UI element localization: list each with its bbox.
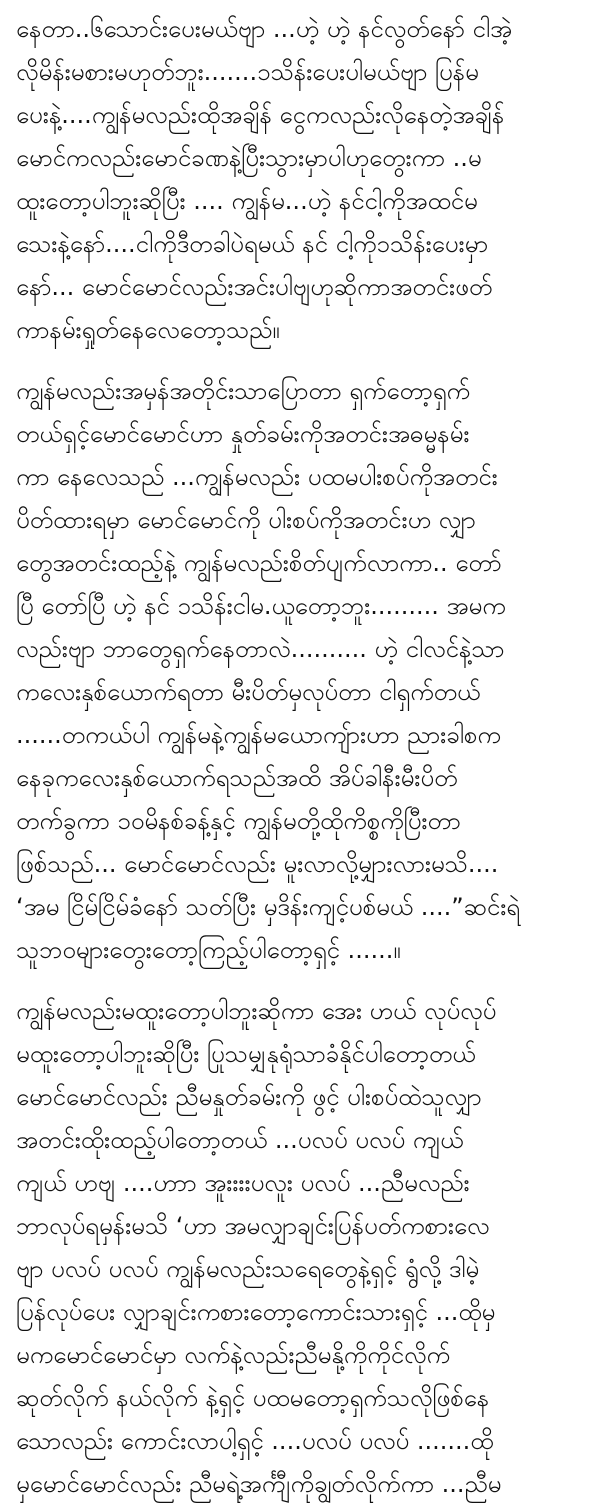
text-line: ကလေးနှစ်ယောက်ရတာ မီးပိတ်မှလုပ်တာ ငါရှက်တယ်: [16, 678, 481, 706]
text-line: တယ်ရှင့်မောင်မောင်ဟာ နှုတ်ခမ်းကိုအတင်းအဓမ္မနမ်း: [16, 420, 470, 448]
text-line: ကျွန်မလည်းအမှန်အတိုင်းသာပြောတာ ရှက်တော့ရှက်: [16, 377, 470, 405]
text-line: မှမောင်မောင်လည်း ညီမရဲ့အင်္ကျီကိုချွတ်လိုက်ကာ ...ညီမ: [16, 1470, 502, 1498]
text-line: ပြန်လုပ်ပေး လျှာချင်းကစားတော့ကောင်းသားရှင့် ...ထိုမှ: [16, 1298, 496, 1326]
text-line: သေးနဲ့နော်....ငါကိုဒီတခါပဲရမယ် နင် ငါ့ကို၁သိန်းပေးမှာ: [16, 230, 489, 258]
text-line: ......တကယ်ပါ ကျွန်မနဲ့ကျွန်မယောကျ်ားဟာ ညားခါစက: [16, 721, 501, 749]
text-line: ကျယ် ဟဗျ ....ဟာာ အူးးးးပလူး ပလပ် ...ညီမလည်း: [16, 1169, 470, 1197]
paragraph-2: [16, 370, 590, 972]
text-line: ‘အမ ငြိမ်ငြိမ်ခံနော် သတ်ပြီး မှဒိန်းကျင့်ပစ်မယ် ....”ဆင်းရဲ: [16, 893, 521, 921]
text-line: လည်းဗျာ ဘာတွေရှက်နေတာလဲ.......... ဟဲ့ ငါလင်နဲ့သာ: [16, 635, 505, 663]
text-line: ကျွန်မလည်းမထူးတော့ပါဘူးဆိုကာ အေး ဟယ် လုပ်လုပ်: [16, 997, 497, 1025]
text-line: ကာ နေလေသည် ...ကျွန်မလည်း ပထမပါးစပ်ကိုအတင်း: [16, 463, 498, 491]
paragraph-3: [16, 990, 590, 1506]
text-line: ပြီ တော်ပြီ ဟဲ့ နင် ၁သိန်းငါမ.ယူတော့ဘူး......... အမက: [16, 592, 506, 620]
text-line: ထူးတော့ပါဘူးဆိုပြီး .... ကျွန်မ...ဟဲ့ နင်ငါ့ကိုအထင်မ: [16, 187, 478, 215]
text-line: သူဘဝများတွေးတော့ကြည့်ပါတော့ရှင့် ......။: [16, 936, 401, 964]
text-line: ပိတ်ထားရမှာ မောင်မောင်ကို ပါးစပ်ကိုအတင်းဟ လျှာ: [16, 506, 476, 534]
text-line: မောင်မောင်လည်း ညီမနှုတ်ခမ်းကို ဖွင့် ပါးစပ်ထဲသူလျှာ: [16, 1083, 482, 1111]
text-line: မထူးတော့ပါဘူးဆိုပြီး ပြုသမျှနုရုံသာခံနိုင်ပါတော့တယ်: [16, 1040, 476, 1068]
text-line: နေခုကလေးနှစ်ယောက်ရသည်အထိ အိပ်ခါနီးမီးပိတ်: [16, 764, 458, 792]
text-line: ဗျာ ပလပ် ပလပ် ကျွန်မလည်းသရေတွေနဲ့ရှင့် ရွံလို့ ဒါမဲ့: [16, 1255, 480, 1283]
text-line: မောင်ကလည်းမောင်ခဏနဲ့ပြီးသွားမှာပါဟုတွေးကာ ..မ: [16, 144, 482, 172]
text-line: တက်ခွကာ ၁၀မိနစ်ခန့်နှင့် ကျွန်မတို့ထိုကိစ္စကိုပြီးတာ: [16, 807, 461, 835]
text-line: ကာနမ်းရှုတ်နေလေတော့သည်။: [16, 316, 280, 344]
text-line: နေတာ..၆သောင်းပေးမယ်ဗျာ ...ဟဲ့ ဟဲ့ နင်လွတ်နော် ငါအဲ့: [16, 15, 512, 43]
text-line: သောလည်း ကောင်းလာပါ့ရှင့် ....ပလပ် ပလပ် .......ထို: [16, 1427, 494, 1455]
paragraph-1: [16, 8, 590, 352]
text-line: နော်... မောင်မောင်လည်းအင်းပါဗျဟုဆိုကာအတင်းဖတ်: [16, 273, 493, 301]
text-line: မကမောင်မောင်မှာ လက်နဲ့လည်းညီမနို့ကိုကိုင်လိုက်: [16, 1341, 451, 1369]
text-line: အတင်းထိုးထည့်ပါတော့တယ် ...ပလပ် ပလပ် ကျယ်: [16, 1126, 464, 1154]
text-line: ဆုတ်လိုက် နယ်လိုက် နဲ့ရှင့် ပထမတော့ရှက်သလိုဖြစ်နေ: [16, 1384, 490, 1412]
text-line: တွေအတင်းထည့်နဲ့ ကျွန်မလည်းစိတ်ပျက်လာကာ.. တော်: [16, 549, 502, 577]
text-line: ဖြစ်သည်... မောင်မောင်လည်း မူးလာလို့မျှားလားမသိ....: [16, 850, 499, 878]
text-line: ပေးနဲ့....ကျွန်မလည်းထိုအချိန် ငွေကလည်းလိုနေတဲ့အချိန်: [16, 101, 505, 129]
text-line: လိုမိန်းမစားမဟုတ်ဘူး.......၁သိန်းပေးပါမယ်ဗျာ ပြန်မ: [16, 58, 479, 86]
text-line: ဘာလုပ်ရမှန်းမသိ ‘ဟာ အမလျှာချင်းပြန်ပတ်ကစားလေ: [16, 1212, 490, 1240]
